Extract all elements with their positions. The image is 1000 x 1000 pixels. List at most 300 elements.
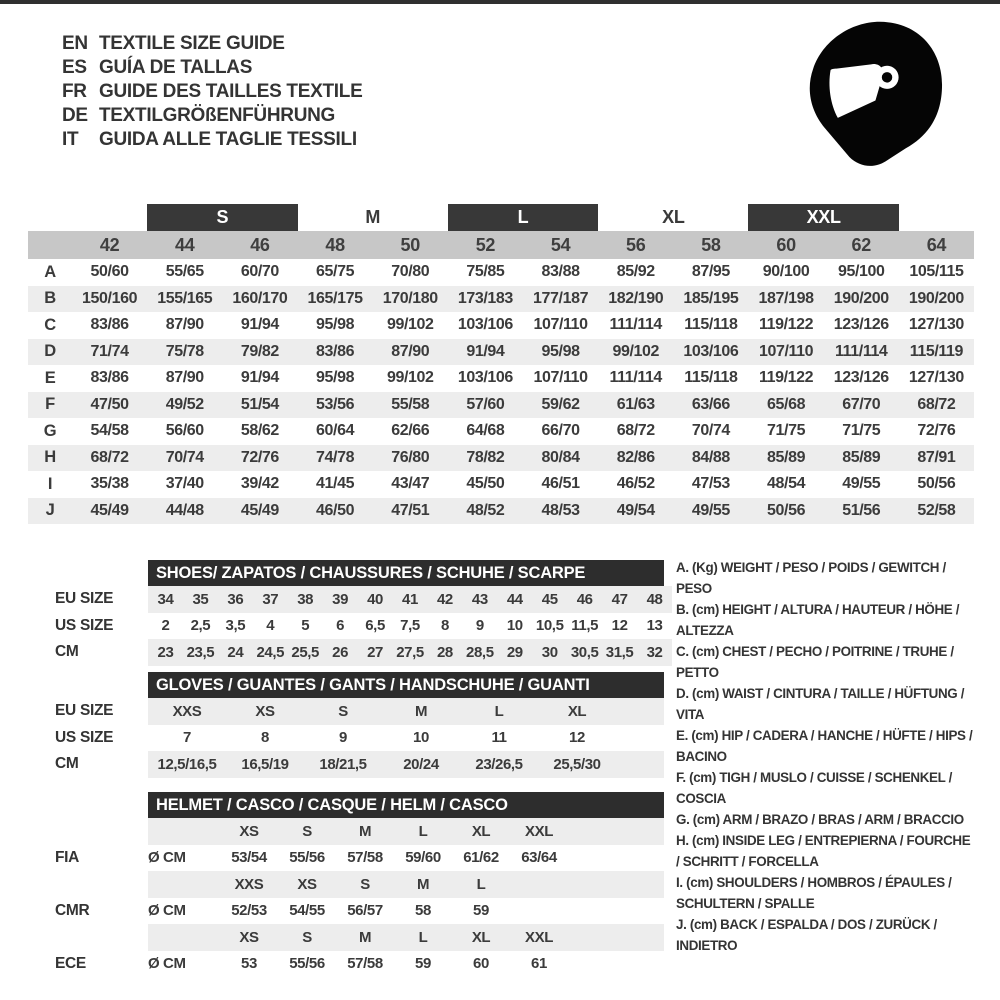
top-edge-bar <box>0 0 1000 4</box>
value-cell: 18/21,5 <box>319 755 367 773</box>
size-number: 56 <box>626 234 646 255</box>
measure-cell: 39/42 <box>240 475 279 493</box>
language-label: TEXTILE SIZE GUIDE <box>99 33 285 54</box>
value-cell: 23 <box>157 643 174 661</box>
value-cell: 9 <box>339 729 347 747</box>
size-group-l: L <box>448 204 598 231</box>
size-number: 54 <box>550 234 571 255</box>
value-cell: 55/56 <box>289 955 325 973</box>
value-cell: 55/56 <box>289 849 325 867</box>
measure-cell: 50/56 <box>917 475 956 493</box>
measure-cell: 111/114 <box>609 369 662 387</box>
measure-cell: 72/76 <box>240 448 279 466</box>
measure-cell: 43/47 <box>391 475 430 493</box>
measure-cell: 111/114 <box>835 342 888 360</box>
textile-row-j <box>28 498 974 525</box>
size-group-xxl: XXL <box>748 204 898 231</box>
size-number: 62 <box>851 234 871 255</box>
value-cell: 35 <box>192 590 209 608</box>
measure-cell: 49/52 <box>165 395 204 413</box>
measure-cell: 57/60 <box>466 395 505 413</box>
measure-cell: 83/88 <box>541 263 580 281</box>
value-cell: 23,5 <box>186 643 215 661</box>
measure-cell: 61/63 <box>616 395 655 413</box>
measure-cell: 45/50 <box>466 475 505 493</box>
value-cell: 45 <box>541 590 558 608</box>
helmet-icon <box>800 18 948 170</box>
row-values <box>148 898 664 925</box>
measure-cell: 46/51 <box>541 475 580 493</box>
value-cell: 26 <box>332 643 349 661</box>
measure-cell: 83/86 <box>316 342 355 360</box>
measure-cell: 48/52 <box>466 501 505 519</box>
row-label: US SIZE <box>55 728 114 746</box>
language-code: ES <box>62 57 87 78</box>
value-cell: 7 <box>183 729 191 747</box>
measure-cell: 160/170 <box>232 289 288 307</box>
textile-row-g <box>28 418 974 445</box>
size-cell: S <box>360 875 370 893</box>
value-cell: 59/60 <box>405 849 441 867</box>
gloves-table <box>55 672 675 778</box>
measure-cell: 56/60 <box>165 422 204 440</box>
measure-cell: 83/86 <box>90 316 129 334</box>
legend-item-h: H. (cm) INSIDE LEG / ENTREPIERNA / FOURCHE / SCHRITT / FORCELLA <box>676 833 971 869</box>
measure-cell: 84/88 <box>691 448 730 466</box>
legend-list <box>676 557 976 956</box>
measure-cell: 123/126 <box>833 369 889 387</box>
value-cell: 40 <box>367 590 383 608</box>
value-cell: 10 <box>506 617 523 635</box>
measure-cell: 99/102 <box>612 342 660 360</box>
value-cell: 24 <box>227 643 244 661</box>
measure-cell: 68/72 <box>917 395 956 413</box>
measure-cell: 60/64 <box>316 422 355 440</box>
value-cell: M <box>414 702 428 720</box>
row-values <box>148 613 672 640</box>
measure-cell: 66/70 <box>541 422 580 440</box>
measure-cell: 47/53 <box>691 475 730 493</box>
size-number: 58 <box>701 234 721 255</box>
language-row <box>62 128 362 152</box>
measure-cell: 71/74 <box>90 342 129 360</box>
value-cell: XXS <box>172 702 202 720</box>
size-number: 42 <box>99 234 120 255</box>
measure-cell: 87/90 <box>165 369 204 387</box>
table-row <box>55 586 675 613</box>
row-values <box>148 871 664 898</box>
language-label: TEXTILGRÖßENFÜHRUNG <box>99 105 336 126</box>
row-values <box>148 818 664 845</box>
value-cell: 53/54 <box>231 849 267 867</box>
size-cell: M <box>358 822 372 840</box>
size-cell: XS <box>239 822 259 840</box>
legend-item-i: I. (cm) SHOULDERS / HOMBROS / ÉPAULES / SCHULTERN / SPALLE <box>676 875 952 911</box>
measure-cell: 87/90 <box>391 342 430 360</box>
size-number: 50 <box>400 234 420 255</box>
language-row <box>62 32 362 56</box>
measure-cell: 68/72 <box>90 448 129 466</box>
measure-cell: 95/100 <box>837 263 885 281</box>
measure-cell: 67/70 <box>842 395 881 413</box>
size-cell: M <box>416 875 430 893</box>
measure-cell: 87/95 <box>691 263 730 281</box>
measure-cell: 70/74 <box>165 448 204 466</box>
value-cell: 28,5 <box>466 643 494 661</box>
row-values <box>148 725 664 752</box>
table-row <box>55 725 675 752</box>
value-cell: 6,5 <box>365 617 385 635</box>
measure-cell: 91/94 <box>240 316 279 334</box>
value-cell: 36 <box>227 590 244 608</box>
size-cell: L <box>418 928 428 946</box>
size-cell: L <box>418 822 428 840</box>
value-cell: 8 <box>261 729 269 747</box>
measure-cell: 82/86 <box>616 448 655 466</box>
language-label: GUIDA ALLE TAGLIE TESSILI <box>99 129 357 150</box>
value-cell: 27 <box>367 643 383 661</box>
value-cell: 34 <box>157 590 174 608</box>
size-number: 46 <box>250 234 270 255</box>
value-cell: 60 <box>473 955 489 973</box>
legend-item-f: F. (cm) TIGH / MUSLO / CUISSE / SCHENKEL / COSCIA <box>676 770 952 806</box>
measure-cell: 123/126 <box>833 316 889 334</box>
legend-item-b: B. (cm) HEIGHT / ALTURA / HAUTEUR / HÖHE / ALTEZZA <box>676 602 960 638</box>
value-cell: 32 <box>646 643 663 661</box>
measure-cell: 177/187 <box>533 289 589 307</box>
measure-cell: 103/106 <box>457 369 513 387</box>
measure-cell: 107/110 <box>533 369 588 387</box>
row-key: H <box>44 448 56 467</box>
measure-cell: 83/86 <box>90 369 129 387</box>
value-cell: 39 <box>332 590 349 608</box>
value-cell: 11 <box>491 729 507 747</box>
measure-cell: 155/165 <box>157 289 213 307</box>
value-cell: 16,5/19 <box>241 755 289 773</box>
measure-cell: 60/70 <box>240 263 279 281</box>
shoes-table <box>55 560 675 666</box>
value-cell: 23/26,5 <box>475 755 523 773</box>
value-cell: 54/55 <box>289 902 325 920</box>
size-cell: XXS <box>234 875 264 893</box>
helmet-values-row <box>55 951 675 978</box>
measure-cell: 85/89 <box>767 448 806 466</box>
textile-row-f <box>28 392 974 419</box>
legend-item-d: D. (cm) WAIST / CINTURA / TAILLE / HÜFTUNG / VITA <box>676 686 965 722</box>
value-cell: 41 <box>402 590 418 608</box>
size-number: 52 <box>475 234 496 255</box>
helmet-values-row <box>55 898 675 925</box>
measure-cell: 99/102 <box>386 316 434 334</box>
language-code: IT <box>62 129 79 150</box>
measure-cell: 111/114 <box>609 316 662 334</box>
value-cell: 58 <box>415 902 431 920</box>
measure-cell: 107/110 <box>533 316 588 334</box>
measure-cell: 103/106 <box>683 342 739 360</box>
helmet-table <box>55 792 675 977</box>
measure-cell: 59/62 <box>541 395 580 413</box>
measure-cell: 150/160 <box>82 289 138 307</box>
measure-cell: 182/190 <box>608 289 664 307</box>
measure-cell: 127/130 <box>908 369 964 387</box>
helmet-table-body <box>55 818 675 977</box>
measure-cell: 47/51 <box>391 501 430 519</box>
unit-cell: Ø CM <box>148 849 186 867</box>
value-cell: 4 <box>266 617 275 635</box>
value-cell: XS <box>255 702 275 720</box>
measure-cell: 99/102 <box>386 369 434 387</box>
value-cell: 52/53 <box>231 902 267 920</box>
measure-cell: 91/94 <box>240 369 279 387</box>
measure-cell: 44/48 <box>165 501 204 519</box>
measure-cell: 115/118 <box>684 369 738 387</box>
table-row <box>55 698 675 725</box>
helmet-values-row <box>55 845 675 872</box>
value-cell: 12 <box>569 729 585 747</box>
value-cell: 13 <box>646 617 663 635</box>
helmet-table-title: HELMET / CASCO / CASQUE / HELM / CASCO <box>148 792 664 818</box>
value-cell: 25,5/30 <box>553 755 601 773</box>
size-cell: S <box>302 822 312 840</box>
standard-label-ece: ECE <box>55 954 86 972</box>
language-label: GUÍA DE TALLAS <box>99 57 253 78</box>
value-cell: 38 <box>297 590 314 608</box>
value-cell: 9 <box>475 617 484 635</box>
measure-cell: 173/183 <box>457 289 513 307</box>
size-number: 48 <box>325 234 345 255</box>
measure-cell: 37/40 <box>165 475 204 493</box>
value-cell: 25,5 <box>291 643 319 661</box>
size-group-row <box>28 204 974 231</box>
measure-cell: 35/38 <box>90 475 129 493</box>
language-row <box>62 56 362 80</box>
value-cell: 10,5 <box>535 617 564 635</box>
measure-cell: 49/55 <box>842 475 881 493</box>
value-cell: 29 <box>506 643 523 661</box>
gloves-table-title: GLOVES / GUANTES / GANTS / HANDSCHUHE / GUANTI <box>148 672 664 698</box>
measure-cell: 45/49 <box>90 501 129 519</box>
row-values <box>148 951 664 978</box>
value-cell: 37 <box>262 590 279 608</box>
language-code: DE <box>62 105 88 126</box>
textile-row-b <box>28 286 974 313</box>
row-values <box>148 751 664 778</box>
measure-cell: 51/56 <box>842 501 881 519</box>
measure-cell: 119/122 <box>758 369 814 387</box>
measure-cell: 54/58 <box>90 422 129 440</box>
row-key: I <box>47 474 53 493</box>
value-cell: 63/64 <box>521 849 557 867</box>
value-cell: 6 <box>336 617 345 635</box>
textile-table-body <box>28 259 974 524</box>
measure-cell: 53/56 <box>316 395 355 413</box>
measure-cell: 46/52 <box>616 475 655 493</box>
size-number: 44 <box>175 234 195 255</box>
textile-row-e <box>28 365 974 392</box>
measure-cell: 50/60 <box>90 263 129 281</box>
value-cell: 20/24 <box>403 755 439 773</box>
measure-cell: 48/53 <box>541 501 580 519</box>
value-cell: 7,5 <box>400 617 420 635</box>
measure-cell: 68/72 <box>616 422 655 440</box>
measure-cell: 55/65 <box>165 263 204 281</box>
row-key: E <box>44 368 56 387</box>
legend-item-j: J. (cm) BACK / ESPALDA / DOS / ZURÜCK / INDIETRO <box>676 917 937 953</box>
value-cell: 48 <box>646 590 663 608</box>
measure-cell: 91/94 <box>466 342 505 360</box>
measure-cell: 95/98 <box>316 369 355 387</box>
row-key: G <box>43 421 57 440</box>
helmet-sizes-row <box>55 924 675 951</box>
value-cell: 5 <box>301 617 310 635</box>
measure-cell: 62/66 <box>391 422 430 440</box>
value-cell: 30 <box>541 643 558 661</box>
measure-cell: 103/106 <box>457 316 513 334</box>
helmet-sizes-row <box>55 818 675 845</box>
language-row <box>62 104 362 128</box>
value-cell: XL <box>567 702 587 720</box>
size-cell: L <box>476 875 486 893</box>
value-cell: 28 <box>436 643 453 661</box>
value-cell: 2 <box>161 617 170 635</box>
table-row <box>55 639 675 666</box>
textile-row-i <box>28 471 974 498</box>
unit-cell: Ø CM <box>148 902 186 920</box>
language-list <box>62 32 362 152</box>
unit-cell: Ø CM <box>148 955 186 973</box>
value-cell: 27,5 <box>396 643 424 661</box>
value-cell: 44 <box>506 590 523 608</box>
measure-cell: 47/50 <box>90 395 129 413</box>
size-cell: XXL <box>525 822 553 840</box>
measure-cell: 55/58 <box>391 395 430 413</box>
size-cell: XXL <box>525 928 553 946</box>
row-key: B <box>44 289 56 308</box>
value-cell: 59 <box>473 902 489 920</box>
measure-cell: 58/62 <box>240 422 279 440</box>
measure-cell: 107/110 <box>758 342 814 360</box>
row-label: US SIZE <box>55 616 114 634</box>
row-key: A <box>44 262 56 281</box>
measure-cell: 76/80 <box>391 448 430 466</box>
measure-cell: 75/85 <box>466 263 505 281</box>
measure-cell: 75/78 <box>165 342 204 360</box>
measure-cell: 190/200 <box>833 289 889 307</box>
value-cell: 56/57 <box>347 902 383 920</box>
shoes-table-body <box>55 586 675 666</box>
value-cell: 43 <box>471 590 488 608</box>
size-cell: XL <box>471 822 491 840</box>
gloves-table-body <box>55 698 675 778</box>
size-cell: XL <box>471 928 491 946</box>
measure-cell: 46/50 <box>316 501 355 519</box>
legend-item-c: C. (cm) CHEST / PECHO / POITRINE / TRUHE / PETTO <box>676 644 954 680</box>
measure-cell: 51/54 <box>240 395 279 413</box>
row-values <box>148 924 664 951</box>
measure-cell: 64/68 <box>466 422 505 440</box>
measure-cell: 65/68 <box>767 395 806 413</box>
row-key: F <box>45 395 55 414</box>
measure-cell: 127/130 <box>908 316 964 334</box>
value-cell: 46 <box>576 590 593 608</box>
value-cell: 61/62 <box>463 849 499 867</box>
row-values <box>148 639 672 666</box>
measure-cell: 119/122 <box>758 316 814 334</box>
measure-cell: 95/98 <box>541 342 580 360</box>
measure-cell: 87/91 <box>917 448 956 466</box>
language-row <box>62 80 362 104</box>
measure-cell: 70/80 <box>391 263 430 281</box>
measure-cell: 165/175 <box>307 289 363 307</box>
row-values <box>148 586 672 613</box>
legend-item-e: E. (cm) HIP / CADERA / HANCHE / HÜFTE / HIPS / BACINO <box>676 728 973 764</box>
row-values <box>148 845 664 872</box>
measure-cell: 78/82 <box>466 448 505 466</box>
standard-label-cmr: CMR <box>55 901 90 919</box>
value-cell: 2,5 <box>190 617 211 635</box>
measure-cell: 115/118 <box>684 316 738 334</box>
measure-cell: 52/58 <box>917 501 956 519</box>
size-number: 64 <box>926 234 947 255</box>
measure-cell: 70/74 <box>691 422 730 440</box>
value-cell: L <box>494 702 504 720</box>
size-group-m: M <box>365 207 381 227</box>
language-code: EN <box>62 33 88 54</box>
row-key: J <box>45 501 55 520</box>
measure-cell: 48/54 <box>767 475 806 493</box>
measure-cell: 79/82 <box>240 342 279 360</box>
size-group-s: S <box>147 204 297 231</box>
size-cell: M <box>358 928 372 946</box>
size-number: 60 <box>776 234 796 255</box>
row-label <box>55 818 148 845</box>
measure-cell: 80/84 <box>541 448 580 466</box>
standard-label-fia: FIA <box>55 848 80 866</box>
value-cell: 11,5 <box>571 617 599 635</box>
measure-cell: 190/200 <box>908 289 964 307</box>
legend-item-g: G. (cm) ARM / BRAZO / BRAS / ARM / BRACCIO <box>676 812 964 827</box>
measure-cell: 63/66 <box>691 395 730 413</box>
size-cell: XS <box>297 875 317 893</box>
value-cell: 10 <box>413 729 429 747</box>
row-values <box>148 698 664 725</box>
helmet-icon-svg <box>800 18 948 170</box>
table-row <box>55 613 675 640</box>
measure-cell: 71/75 <box>767 422 806 440</box>
measure-cell: 71/75 <box>842 422 881 440</box>
size-cell: XS <box>239 928 259 946</box>
measure-cell: 45/49 <box>240 501 279 519</box>
row-key: C <box>44 315 56 334</box>
measure-cell: 49/54 <box>616 501 655 519</box>
row-label: CM <box>55 643 79 661</box>
textile-row-d <box>28 339 974 366</box>
value-cell: 30,5 <box>570 643 599 661</box>
value-cell: 59 <box>415 955 431 973</box>
row-label: EU SIZE <box>55 702 114 720</box>
value-cell: 3,5 <box>225 617 246 635</box>
size-group-xl: XL <box>662 207 685 227</box>
value-cell: 61 <box>531 955 547 973</box>
row-label: CM <box>55 755 79 773</box>
helmet-sizes-row <box>55 871 675 898</box>
measure-cell: 49/55 <box>691 501 730 519</box>
measure-cell: 95/98 <box>316 316 355 334</box>
legend-item-a: A. (Kg) WEIGHT / PESO / POIDS / GEWITCH / PESO <box>676 560 946 596</box>
measure-cell: 65/75 <box>316 263 355 281</box>
value-cell: S <box>338 702 348 720</box>
value-cell: 31,5 <box>605 643 634 661</box>
